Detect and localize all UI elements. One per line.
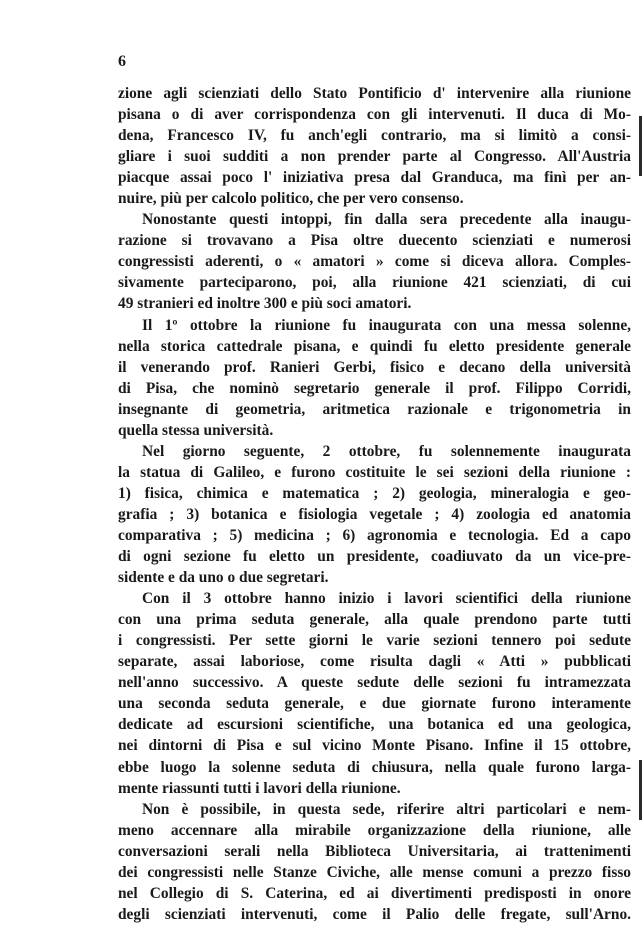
text-line: Con il 3 ottobre hanno inizio i lavori scientifici della riunione xyxy=(142,590,631,608)
text-line: sivamente parteciparono, poi, alla riunione 421 scienziati, di cui xyxy=(118,274,631,292)
text-line: degli scienziati intervenuti, come il Palio delle fregate, sull'Arno. xyxy=(118,905,631,923)
text-line: dei congressisti nelle Stanze Civiche, alle mense comuni a prezzo fisso xyxy=(118,863,631,881)
text-line: nella storica cattedrale pisana, e quindi fu eletto presidente generale xyxy=(118,337,631,355)
text-line: nell'anno successivo. A queste sedute delle sezioni fu intramezzata xyxy=(118,674,631,692)
text-line: piacque assai poco l' iniziativa presa dal Granduca, ma finì per an- xyxy=(118,169,631,187)
text-line: di ogni sezione fu eletto un presidente, coadiuvato da un vice-pre- xyxy=(118,548,631,566)
text-line: Nonostante questi intoppi, fin dalla sera precedente alla inaugu- xyxy=(142,211,631,229)
paragraph xyxy=(118,83,631,209)
text-line: Non è possibile, in questa sede, riferire altri particolari e nem- xyxy=(142,800,631,818)
text-line: 49 stranieri ed inoltre 300 e più soci amatori. xyxy=(118,295,412,313)
paragraph xyxy=(118,588,631,798)
text-line: con una prima seduta generale, alla quale prendono parte tutti xyxy=(118,611,631,629)
text-line: Il 1º ottobre la riunione fu inaugurata con una messa solenne, xyxy=(142,316,631,334)
text-line: razione si trovavano a Pisa oltre duecento scienziati e numerosi xyxy=(118,232,631,250)
paragraph xyxy=(118,209,631,314)
body-text xyxy=(118,83,631,925)
text-line: meno accennare alla mirabile organizzazione della riunione, alle xyxy=(118,821,631,839)
paragraph xyxy=(118,799,631,925)
paragraph xyxy=(118,441,631,588)
text-line: gliare i suoi sudditi a non prender parte al Congresso. All'Austria xyxy=(118,148,631,166)
text-line: il venerando prof. Ranieri Gerbi, fisico e decano della università xyxy=(118,358,631,376)
text-line: nel Collegio di S. Caterina, ed ai divertimenti predisposti in onore xyxy=(118,884,631,902)
text-line: 1) fisica, chimica e matematica ; 2) geologia, mineralogia e geo- xyxy=(118,484,631,502)
text-line: sidente e da uno o due segretari. xyxy=(118,569,329,587)
text-line: separate, assai laboriose, come risulta dagli « Atti » pubblicati xyxy=(118,653,631,671)
text-line: quella stessa università. xyxy=(118,421,274,439)
page-number: 6 xyxy=(118,53,126,70)
text-line: i congressisti. Per sette giorni le varie sezioni tennero poi sedute xyxy=(118,632,631,650)
text-line: conversazioni serali nella Biblioteca Universitaria, ai trattenimenti xyxy=(118,842,631,860)
text-line: zione agli scienziati dello Stato Pontificio d' intervenire alla riunione xyxy=(118,85,631,102)
paragraph xyxy=(118,315,631,441)
text-line: pisana o di aver corrispondenza con gli intervenuti. Il duca di Mo- xyxy=(118,106,631,124)
scan-edge-mark xyxy=(639,116,642,176)
text-line: nuire, più per calcolo politico, che per vero consenso. xyxy=(118,190,464,208)
text-line: insegnante di geometria, aritmetica razionale e trigonometria in xyxy=(118,400,631,418)
text-line: dena, Francesco IV, fu anch'egli contrario, ma si limitò a consi- xyxy=(118,127,631,145)
text-line: la statua di Galileo, e furono costituite le sei sezioni della riunione : xyxy=(118,463,631,481)
text-line: grafia ; 3) botanica e fisiologia vegetale ; 4) zoologia ed anatomia xyxy=(118,505,631,523)
text-line: Nel giorno seguente, 2 ottobre, fu solennemente inaugurata xyxy=(142,442,631,460)
text-line: nei dintorni di Pisa e sul vicino Monte Pisano. Infine il 15 ottobre, xyxy=(118,737,631,755)
text-line: ebbe luogo la solenne seduta di chiusura, nella quale furono larga- xyxy=(118,758,631,776)
text-line: dedicate ad escursioni scientifiche, una botanica ed una geologica, xyxy=(118,716,631,734)
scan-edge-mark xyxy=(639,760,642,820)
text-line: congressisti aderenti, o « amatori » come si diceva allora. Comples- xyxy=(118,253,631,271)
text-line: comparativa ; 5) medicina ; 6) agronomia e tecnologia. Ed a capo xyxy=(118,526,631,544)
text-line: mente riassunti tutti i lavori della riunione. xyxy=(118,779,401,797)
text-line: una seconda seduta generale, e due giornate furono interamente xyxy=(118,695,631,713)
text-line: di Pisa, che nominò segretario generale il prof. Filippo Corridi, xyxy=(118,379,631,397)
